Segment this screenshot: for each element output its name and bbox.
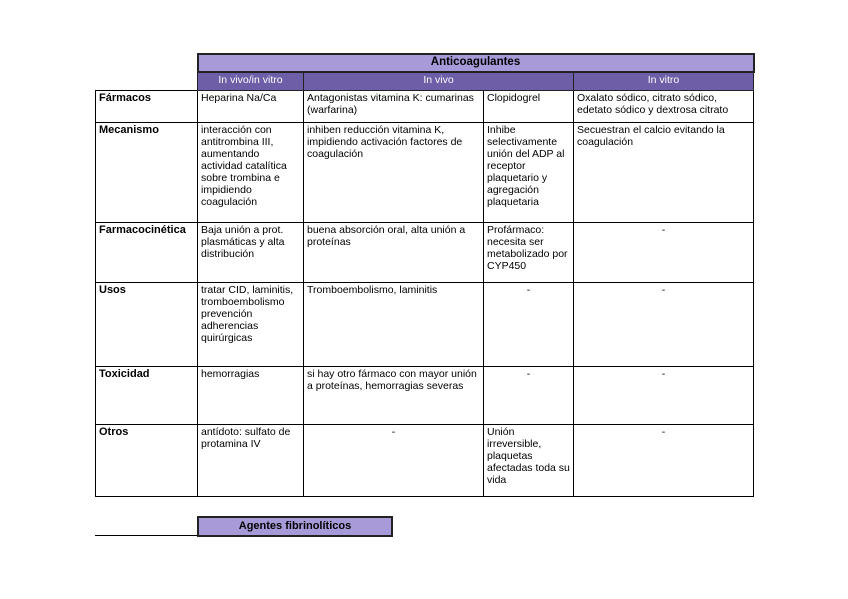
cell-usos-antagonistas: Tromboembolismo, laminitis — [304, 282, 484, 366]
cell-otros-antagonistas: - — [304, 424, 484, 496]
cell-usos-invitro: - — [574, 282, 754, 366]
cell-toxicidad-heparina: hemorragias — [198, 366, 304, 424]
table-row — [96, 90, 754, 122]
corner-blank-2 — [96, 72, 198, 90]
cell-farmacocinetica-heparina: Baja unión a prot. plasmáticas y alta distribución — [198, 222, 304, 282]
cell-mecanismo-heparina: interacción con antitrombina III, aumentando actividad catalítica sobre trombina e impidiendo coagulación — [198, 122, 304, 222]
table-row — [96, 122, 754, 222]
cell-usos-heparina: tratar CID, laminitis, tromboembolismo prevención adherencias quirúrgicas — [198, 282, 304, 366]
row-label-otros: Otros — [96, 424, 198, 496]
row-label-mecanismo: Mecanismo — [96, 122, 198, 222]
cell-farmacocinetica-antagonistas: buena absorción oral, alta unión a proteínas — [304, 222, 484, 282]
fibrinoliticos-header: Agentes fibrinolíticos — [197, 516, 393, 537]
cell-otros-heparina: antídoto: sulfato de protamina IV — [198, 424, 304, 496]
table-row — [96, 222, 754, 282]
row-label-usos: Usos — [96, 282, 198, 366]
row-label-toxicidad: Toxicidad — [96, 366, 198, 424]
corner-blank — [96, 54, 198, 72]
cell-farmacocinetica-clopidogrel: Profármaco: necesita ser metabolizado por CYP450 — [484, 222, 574, 282]
cell-toxicidad-clopidogrel: - — [484, 366, 574, 424]
table-row — [96, 366, 754, 424]
table-row — [96, 424, 754, 496]
cell-mecanismo-invitro: Secuestran el calcio evitando la coagulación — [574, 122, 754, 222]
cell-farmacos-clopidogrel: Clopidogrel — [484, 90, 574, 122]
group-vivo-vitro: In vivo/in vitro — [198, 72, 304, 90]
cell-farmacos-invitro: Oxalato sódico, citrato sódico, edetato sódico y dextrosa citrato — [574, 90, 754, 122]
cell-otros-invitro: - — [574, 424, 754, 496]
cell-mecanismo-clopidogrel: Inhibe selectivamente unión del ADP al receptor plaquetario y agregación plaquetaria — [484, 122, 574, 222]
cell-mecanismo-antagonistas: inhiben reducción vitamina K, impidiendo activación factores de coagulación — [304, 122, 484, 222]
cell-farmacos-heparina: Heparina Na/Ca — [198, 90, 304, 122]
table-title: Anticoagulantes — [198, 54, 754, 72]
cell-toxicidad-antagonistas: si hay otro fármaco con mayor unión a proteínas, hemorragias severas — [304, 366, 484, 424]
cell-farmacocinetica-invitro: - — [574, 222, 754, 282]
row-label-farmacocinetica: Farmacocinética — [96, 222, 198, 282]
cell-toxicidad-invitro: - — [574, 366, 754, 424]
cell-usos-clopidogrel: - — [484, 282, 574, 366]
fibrinoliticos-divider — [95, 535, 197, 536]
row-label-farmacos: Fármacos — [96, 90, 198, 122]
cell-farmacos-antagonistas: Antagonistas vitamina K: cumarinas (warfarina) — [304, 90, 484, 122]
group-vivo: In vivo — [304, 72, 574, 90]
anticoagulantes-table — [95, 53, 755, 497]
group-vitro: In vitro — [574, 72, 754, 90]
table-row — [96, 282, 754, 366]
cell-otros-clopidogrel: Unión irreversible, plaquetas afectadas toda su vida — [484, 424, 574, 496]
